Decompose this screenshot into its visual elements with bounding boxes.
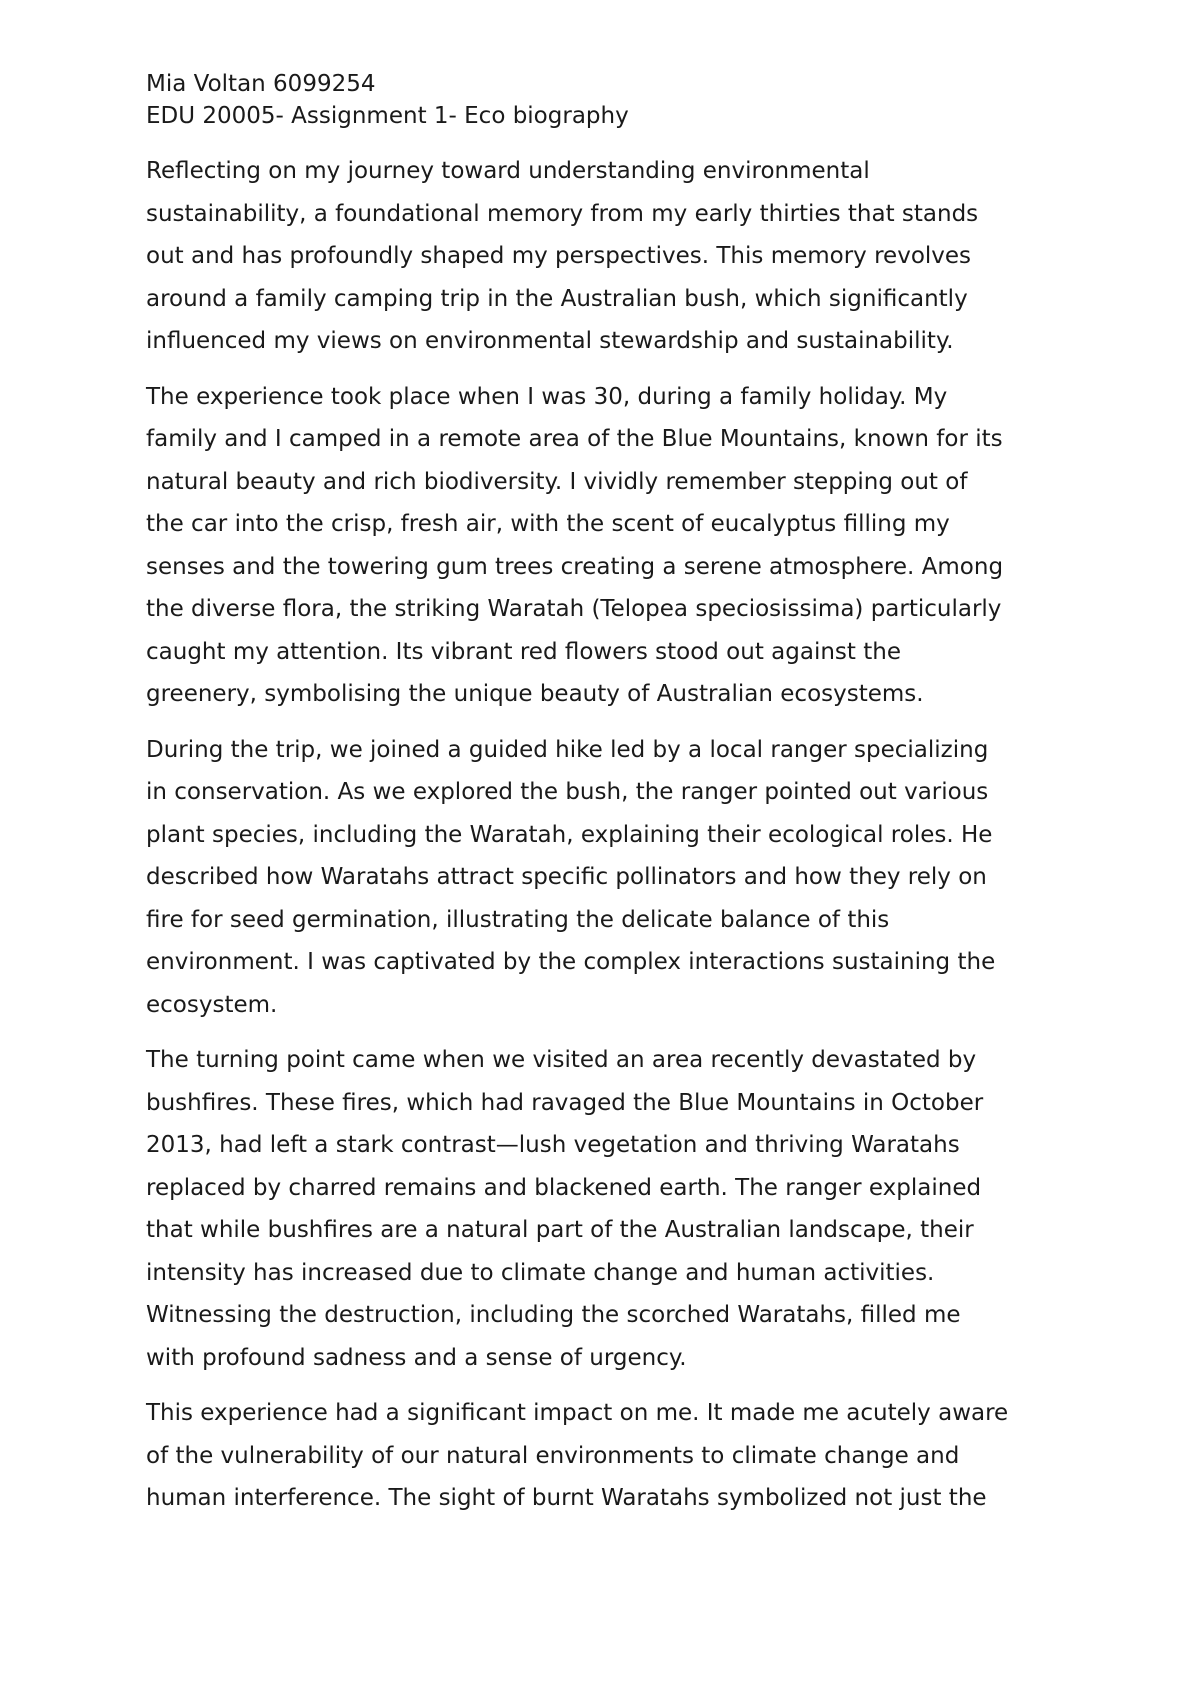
text-line: with profound sadness and a sense of urgency.: [146, 1344, 687, 1371]
text-line: the diverse flora, the striking Waratah (Telopea speciosissima) particularly: [146, 596, 1002, 622]
text-line: replaced by charred remains and blackened earth. The ranger explained: [146, 1174, 982, 1201]
text-line: in conservation. As we explored the bush, the ranger pointed out various: [146, 779, 989, 805]
text-line: Witnessing the destruction, including the scorched Waratahs, filled me: [146, 1302, 961, 1328]
text-line: intensity has increased due to climate change and human activities.: [146, 1259, 935, 1286]
text-line: natural beauty and rich biodiversity. I vividly remember stepping out of: [146, 468, 968, 495]
text-line: out and has profoundly shaped my perspectives. This memory revolves: [146, 243, 972, 269]
text-line: of the vulnerability of our natural environments to climate change and: [146, 1442, 960, 1469]
paragraph-5: [146, 1392, 1076, 1520]
text-line: environment. I was captivated by the complex interactions sustaining the: [146, 949, 996, 975]
text-line: that while bushfires are a natural part of the Australian landscape, their: [146, 1217, 974, 1243]
paragraph-4: [146, 1039, 1076, 1379]
text-line: sustainability, a foundational memory from my early thirties that stands: [146, 200, 979, 227]
text-line: described how Waratahs attract specific pollinators and how they rely on: [146, 864, 987, 890]
paragraph-3: [146, 729, 1076, 1027]
text-line: greenery, symbolising the unique beauty of Australian ecosystems.: [146, 681, 924, 707]
text-line: influenced my views on environmental stewardship and sustainability.: [146, 328, 954, 354]
text-line: During the trip, we joined a guided hike led by a local ranger specializing: [146, 736, 989, 763]
text-line: bushfires. These fires, which had ravaged the Blue Mountains in October: [146, 1089, 984, 1116]
course-line: EDU 20005- Assignment 1- Eco biography: [146, 103, 629, 129]
text-line: around a family camping trip in the Australian bush, which significantly: [146, 285, 968, 312]
text-line: 2013, had left a stark contrast—lush vegetation and thriving Waratahs: [146, 1132, 960, 1158]
text-line: human interference. The sight of burnt Waratahs symbolized not just the: [146, 1485, 987, 1511]
text-line: caught my attention. Its vibrant red flowers stood out against the: [146, 638, 901, 665]
paragraph-2: [146, 376, 1076, 716]
text-line: ecosystem.: [146, 991, 278, 1018]
text-line: plant species, including the Waratah, explaining their ecological roles. He: [146, 821, 993, 848]
text-line: Reflecting on my journey toward understanding environmental: [146, 158, 870, 184]
text-line: family and I camped in a remote area of the Blue Mountains, known for its: [146, 426, 1003, 452]
author-line: Mia Voltan 6099254: [146, 71, 376, 97]
text-line: fire for seed germination, illustrating the delicate balance of this: [146, 906, 890, 933]
text-line: The turning point came when we visited an area recently devastated by: [146, 1047, 977, 1073]
text-line: senses and the towering gum trees creating a serene atmosphere. Among: [146, 553, 1004, 580]
paragraph-1: [146, 150, 1076, 363]
text-line: This experience had a significant impact on me. It made me acutely aware: [146, 1400, 1009, 1426]
text-line: the car into the crisp, fresh air, with the scent of eucalyptus filling my: [146, 511, 950, 537]
document-body: [146, 68, 1076, 1520]
text-line: The experience took place when I was 30, during a family holiday. My: [146, 383, 948, 410]
